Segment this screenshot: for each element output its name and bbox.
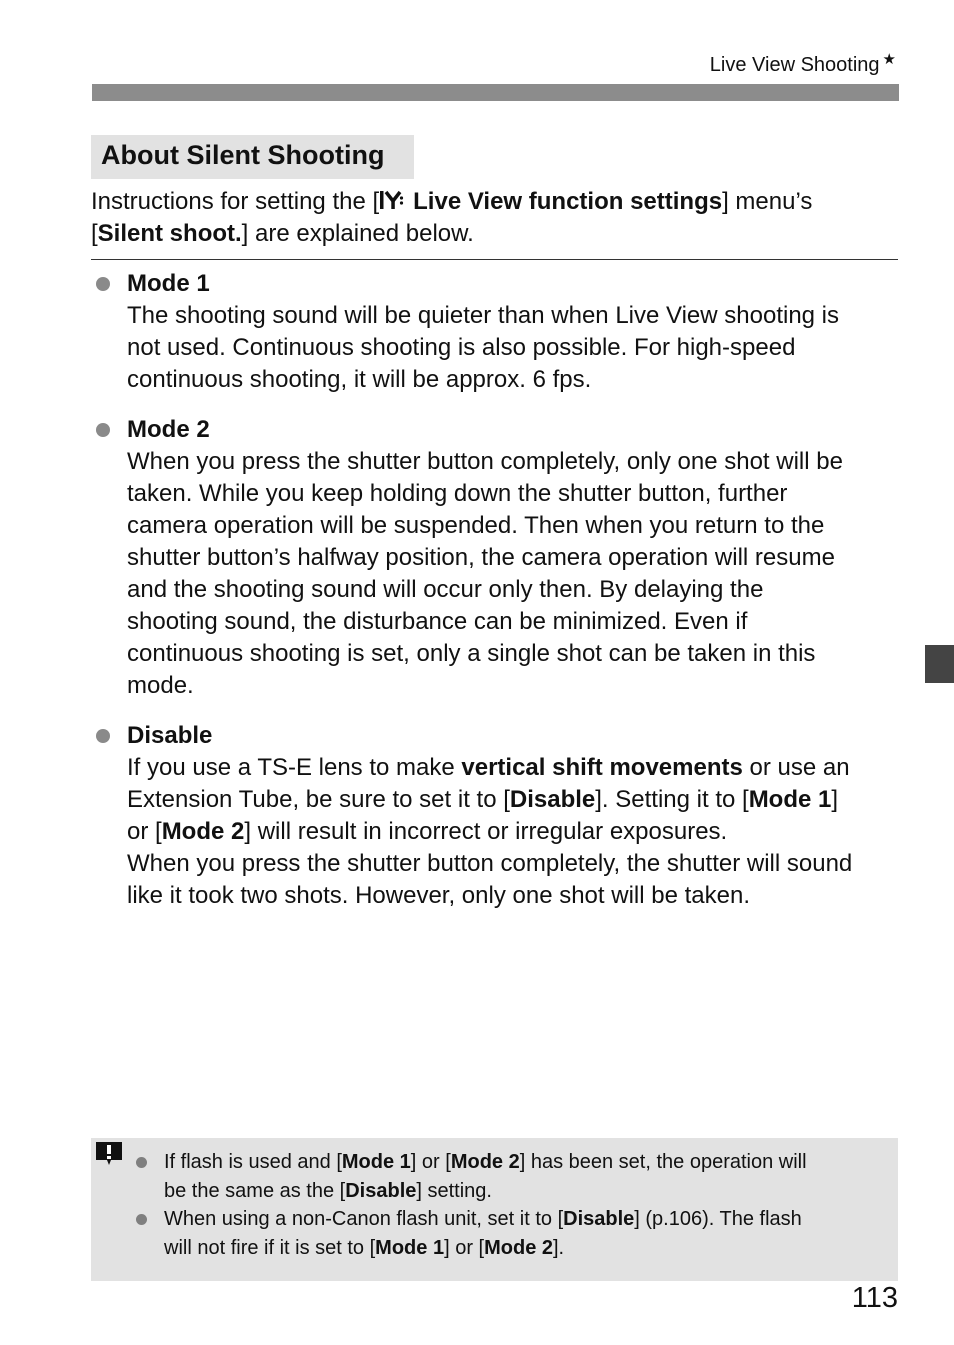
item-text-line [127,784,921,816]
intro-line-2 [91,218,901,250]
bold-term: Disable [345,1180,417,1202]
text-run: When using a non-Canon flash unit, set it to [ [164,1208,564,1230]
bold-term: vertical shift movements [461,754,743,781]
note-text-line [164,1205,802,1234]
item-text-line: mode. [127,672,194,699]
chapter-side-tab [925,645,954,683]
list-item-disable [91,720,921,912]
item-text-line: taken. While you keep holding down the shutter button, further [127,480,788,507]
list-item-mode-1 [91,268,921,396]
item-text-line: When you press the shutter button completely, only one shot will be [127,448,843,475]
setting-name: Silent shoot. [97,220,242,247]
item-text-line [127,752,921,784]
item-title: Mode 1 [127,270,210,297]
caution-note-1 [136,1148,807,1206]
text-run: If flash is used and [ [164,1151,342,1173]
item-text-line: and the shooting sound will occur only then. By delaying the [127,576,764,603]
live-view-settings-icon [379,189,405,211]
bullet-icon [96,423,110,437]
intro-text: Instructions for setting the [ [91,188,380,215]
divider [91,259,898,260]
item-text-line: camera operation will be suspended. Then when you return to the [127,512,825,539]
item-text-line: When you press the shutter button completely, the shutter will sound [127,850,853,877]
item-text-line: not used. Continuous shooting is also possible. For high-speed [127,334,796,361]
intro-paragraph [91,186,901,250]
bold-term: Mode 1 [748,786,832,813]
text-run: Extension Tube, be sure to set it to [ [127,786,510,813]
text-run: or [ [127,818,162,845]
text-run: If you use a TS-E lens to make [127,754,462,781]
text-run: ] (p.106). The flash [634,1208,802,1230]
caution-note-2 [136,1205,802,1263]
section-title: About Silent Shooting [91,135,414,179]
item-text-line: like it took two shots. However, only one shot will be taken. [127,882,750,909]
item-text-line: shutter button’s halfway position, the camera operation will resume [127,544,835,571]
item-title: Disable [127,722,213,749]
item-title: Mode 2 [127,416,210,443]
bullet-icon [136,1214,147,1225]
intro-text: ] are explained below. [241,220,474,247]
intro-text: [ [91,220,98,247]
text-run: ] or [ [444,1237,485,1259]
list-item-mode-2 [91,414,921,702]
bullet-icon [96,729,110,743]
text-run: ] [831,786,839,813]
bold-term: Disable [563,1208,635,1230]
star-icon: ★ [882,51,896,68]
bold-term: Mode 1 [341,1151,411,1173]
item-text-line: The shooting sound will be quieter than when Live View shooting is [127,302,840,329]
note-text-line [164,1234,802,1263]
running-header [710,50,896,77]
text-run: ] has been set, the operation will [519,1151,807,1173]
item-text-line: continuous shooting is set, only a single shot can be taken in this [127,640,816,667]
item-text-line: shooting sound, the disturbance can be minimized. Even if [127,608,748,635]
bold-term: Mode 2 [161,818,245,845]
text-run: ] will result in incorrect or irregular exposures. [244,818,728,845]
bold-term: Mode 1 [375,1237,445,1259]
item-text-line: continuous shooting, it will be approx. 6 fps. [127,366,592,393]
bullet-icon [96,277,110,291]
intro-text: ] menu’s [722,188,813,215]
text-run: or use an [742,754,850,781]
text-run: ] setting. [416,1180,492,1202]
text-run: be the same as the [ [164,1180,346,1202]
caution-icon [95,1141,123,1171]
bold-term: Mode 2 [450,1151,520,1173]
page-number: 113 [851,1282,898,1314]
intro-line-1 [91,186,901,218]
header-rule-bar [92,84,899,101]
text-run: ]. Setting it to [ [595,786,749,813]
text-run: will not fire if it is set to [ [164,1237,376,1259]
bold-term: Disable [509,786,596,813]
note-text-line [164,1148,807,1177]
bold-term: Mode 2 [484,1237,553,1259]
text-run: ] or [ [410,1151,451,1173]
caution-box [91,1138,898,1281]
running-header-title: Live View Shooting [709,54,880,76]
text-run: ]. [553,1237,565,1259]
note-text-line [164,1177,807,1206]
item-text-line [127,816,921,848]
bullet-icon [136,1157,147,1168]
menu-name: Live View function settings [413,188,723,215]
